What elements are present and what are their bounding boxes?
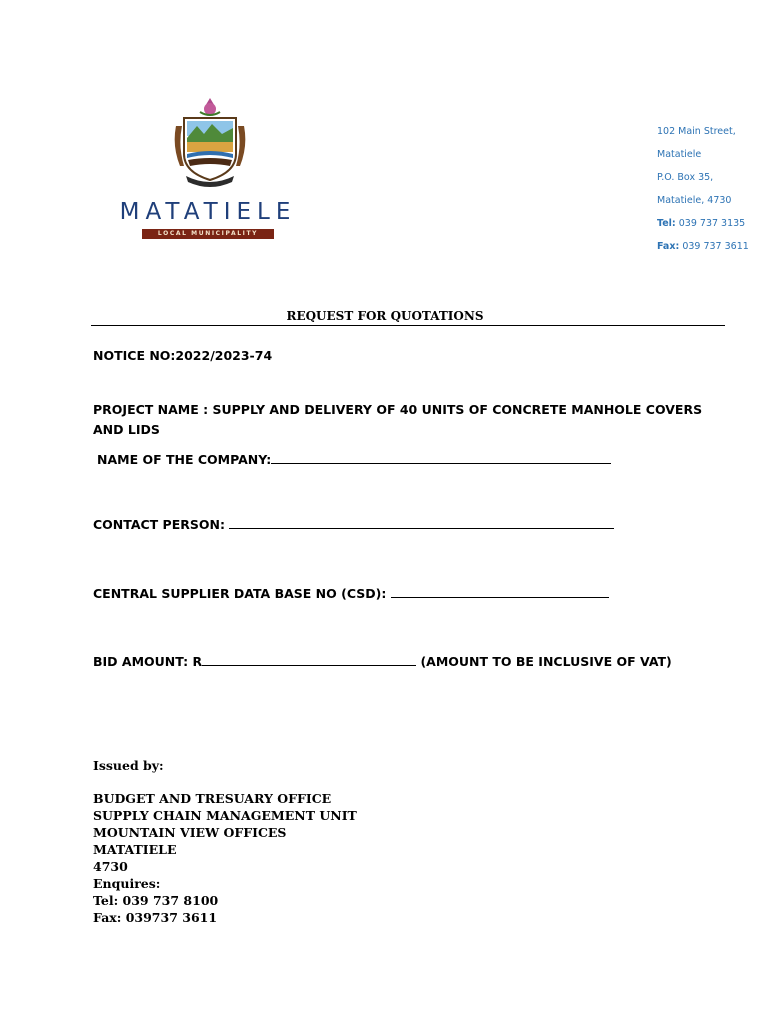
address-tel-value: 039 737 3135 <box>678 218 746 229</box>
logo-wordmark: MATATIELE <box>119 199 297 225</box>
contact-label: CONTACT PERSON: <box>93 517 225 532</box>
bid-note: (AMOUNT TO BE INCLUSIVE OF VAT) <box>420 654 672 669</box>
issuer-block <box>93 790 357 926</box>
company-row <box>97 452 611 467</box>
crest-icon <box>170 96 250 191</box>
company-field[interactable] <box>271 452 611 464</box>
address-fax-label: Fax: <box>657 241 680 252</box>
csd-label: CENTRAL SUPPLIER DATA BASE NO (CSD): <box>93 586 387 601</box>
issued-label: Issued by: <box>93 758 164 773</box>
issuer-town: MATATIELE <box>93 842 177 857</box>
address-town: Matatiele <box>657 149 702 160</box>
issuer-enquires: Enquires: <box>93 876 161 891</box>
company-label: NAME OF THE COMPANY: <box>97 452 272 467</box>
title-rule <box>91 325 725 326</box>
address-street: 102 Main Street, <box>657 126 736 137</box>
address-block <box>657 120 749 258</box>
address-fax <box>657 235 749 258</box>
issuer-building: MOUNTAIN VIEW OFFICES <box>93 825 287 840</box>
logo-subtitle: LOCAL MUNICIPALITY <box>142 229 274 239</box>
bid-label: BID AMOUNT: R <box>93 654 203 669</box>
address-po-box: P.O. Box 35, <box>657 172 714 183</box>
issuer-tel: Tel: 039 737 8100 <box>93 893 219 908</box>
project-name: PROJECT NAME : SUPPLY AND DELIVERY OF 40 UNITS OF CONCRETE MANHOLE COVERS AND LIDS <box>93 402 703 437</box>
issuer-code: 4730 <box>93 859 128 874</box>
contact-field[interactable] <box>229 517 614 529</box>
issuer-fax: Fax: 039737 3611 <box>93 910 218 925</box>
csd-row <box>93 586 609 601</box>
bid-amount-field[interactable] <box>202 654 416 666</box>
contact-row <box>93 517 614 532</box>
address-tel-label: Tel: <box>657 218 676 229</box>
address-fax-value: 039 737 3611 <box>682 241 749 252</box>
notice-number: NOTICE NO:2022/2023-74 <box>93 348 273 363</box>
csd-field[interactable] <box>391 586 609 598</box>
municipality-logo <box>108 96 308 246</box>
address-town-code: Matatiele, 4730 <box>657 195 732 206</box>
bid-row <box>93 654 672 669</box>
document-title: REQUEST FOR QUOTATIONS <box>286 309 484 323</box>
address-tel <box>657 212 749 235</box>
issuer-unit: SUPPLY CHAIN MANAGEMENT UNIT <box>93 808 357 823</box>
issuer-office: BUDGET AND TRESUARY OFFICE <box>93 791 332 806</box>
